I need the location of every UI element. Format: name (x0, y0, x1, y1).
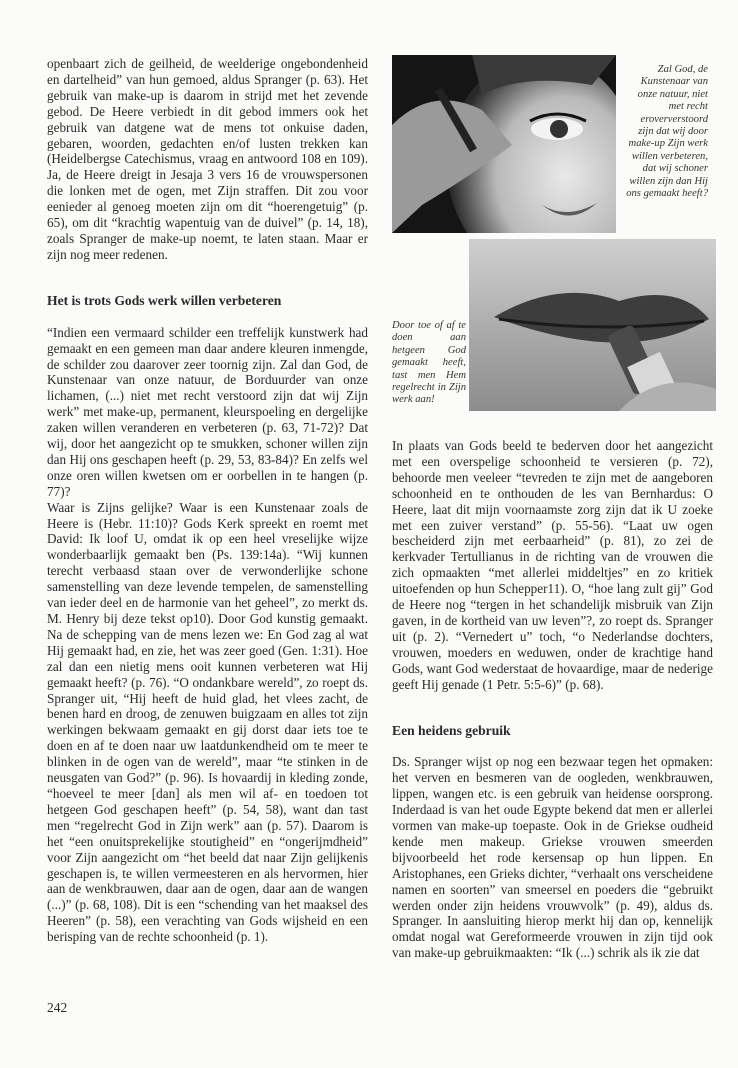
section-heading-heidens: Een heidens gebruik (392, 722, 511, 738)
paragraph-painter: “Indien een vermaard schilder een treffelijk kunstwerk had gemaakt en een gemeen man daar andere kleuren inmengde, de schilder zou daarover zeer toornig zijn. Zal dan God, de Kunstenaar van onze natuur, de Borduurder van onze lichamen, (...) niet met recht verstoord zijn dat wij Zijn werk” met make-up, permanent, kleurspoeling en dergelijke zaken willen veranderen en verbeteren (p. 63, 71-72)? Dat wij, door het aangezicht op te smukken, schoner willen zijn dan Hij ons geschapen heeft (p. 29, 53, 83-84)? En zelfs wel onze oren willen kwetsen om er oorbellen in te hangen (p. 77)? (47, 324, 368, 499)
left-column (47, 56, 368, 945)
paragraph-spranger-heidens: Ds. Spranger wijst op nog een bezwaar tegen het opmaken: het verven en besmeren van de oogleden, wenkbrauwen, lippen, wangen etc. is een gebruik van heidense oorsprong. Inderdaad is van het oude Egypte bekend dat men er allerlei vormen van make-up toepaste. Ook in de Griekse oudheid kende men makeup. Griekse vrouwen smeerden bijvoorbeeld het rode kersensap op hun lippen. En Aristophanes, een Grieks dichter, “verhaalt ons verscheidene namen en soorten” van smeersel en poeders die “gebruikt werden onder zijn heidens vrouwvolk” (p. 49), aldus ds. Spranger. In aansluiting hierop merkt hij dan op, kennelijk omdat nogal wat Gereformeerde vrouwen in zijn tijd ook van make-up gebruikmaakten: “Ik (...) schrik als ik zie dat (392, 754, 713, 961)
paragraph-in-plaats-van: In plaats van Gods beeld te bederven door het aangezicht met een overspelige schoonheid te versieren (p. 72), behoorde men veeleer “tevreden te zijn met de aangeboren schoonheid en te onthouden de les van Bernhardus: O Heere, laat dit mijn voornaamste zorg zijn dat ik U zoeke met een zuiver verstand” (p. 55-56). “Laat uw ogen bescheiderd zijn met eerbaarheid” (p. 81), zo zei de kerkvader Tertullianus in de richting van de vrouwen die zich opmaakten “met allerlei middeltjes” en zo kritiek uitoefenden op hun Schepper11). O, “hoe lang zult gij” God de Heere nog “tergen in het schandelijk misbruik van Zijn gaven, in de kortheid van uw leven”?, zo roept ds. Spranger uit (p. 2). “Vernedert u” toch, “o Nederlandse dochters, vrouwen, moeders en weduwen, onder de krachtige hand Gods, want God wederstaat de hovaardige, maar de nederige geeft Hij genade (1 Petr. 5:5-6)” (p. 68). (392, 438, 713, 692)
photo-lipstick (469, 239, 716, 411)
page-number: 242 (47, 1000, 68, 1015)
section-heading-trots: Het is trots Gods werk willen verbeteren (47, 292, 282, 308)
paragraph-waar-is-zijns-gelijke: Waar is Zijns gelijke? Waar is een Kunstenaar zoals de Heere is (Hebr. 11:10)? Gods Kerk spreekt en roemt met David: Ik loof U, omdat ik op een heel vreselijke wijze wonderbaarlijk gemaakt ben (Ps. 139:14a). “Wij kunnen terecht verbaasd staan over de verwonderlijke schone samenstelling van deze levende tempelen, de samenstelling van ieder deel en de harmonie van het geheel”, zo merkt ds. M. Henry bij deze tekst op10). Door God kunstig gemaakt. Na de schepping van de mens lezen we: En God zag al wat Hij gemaakt had, en zie, het was zeer goed (Gen. 1:31). Hoe zal dan een nietig mens ooit kunnen verbeteren wat Hij gemaakt heeft? (p. 76). “O ondankbare wereld”, zo roept ds. Spranger uit, “Hij heeft de huid glad, het vlees zacht, de benen hard en droog, de zenuwen buigzaam en alles tot zijn werkingen bekwaam gemaakt en gij dorst daar iets toe te doen en af te doen naar uw laatdunkendheid om te meer te blinken in de ogen van de wereld”, maar “te stinken in de neusgaten van God?” (p. 96). Is hovaardij in kleding zonde, “hoeveel te meer [dan] als men wil af- en toedoen tot hetgeen God geschapen heeft” (p. 54, 58), want dan tast men “regelrecht God in Zijn werk” aan (p. 57). Daarom is het “een onuitsprekelijke stoutigheid” en “ongerijmdheid” voor Zijn aangezicht om “het beeld dat naar Zijn gelijkenis geschapen is, te willen vermeesteren en als hervormen, hier aan de wenkbrauwen, daar aan de ogen, daar aan de wangen (...)” (p. 68, 108). Dit is een “schending van het maaksel des Heeren” (p. 58), een verachting van Gods wijsheid en een berisping van de rechte schoonheid (p. 1). (47, 499, 368, 945)
caption-bottom: Door toe of af te doen aan hetgeen God gemaakt heeft, tast men Hem regelrecht in Zijn werk aan! (392, 320, 466, 406)
caption-top: Zal God, de Kunstenaar van onze natuur, niet met recht eroververstoord zijn dat wij door make-up Zijn werk willen verbeteren, dat wij schoner willen zijn dan Hij ons gemaakt heeft? (626, 64, 708, 200)
right-column (392, 438, 713, 961)
photo-mascara (392, 55, 616, 233)
intro-paragraph: openbaart zich de geilheid, de weelderige ongebondenheid en dartelheid” van hun gemoed, aldus Spranger (p. 63). Het gebruik van make-up is daarom in strijd met het zevende gebod. De Heere verbiedt in dit gebod immers ook het gebruik van datgene wat de mens tot onkuise daden, gebaren, woorden, gedachten en/of lusten trekken kan (Heidelbergse Catechismus, vraag en antwoord 108 en 109). Ja, de Heere dreigt in Jesaja 3 vers 16 de vrouwspersonen die lonken met de ogen, met Zijn straffen. Dit zou voor eenieder al genoeg moeten zijn om dit “hoerengetuig” (p. 65), om dit “krachtig wapentuig van de duivel” (p. 14, 18), zoals Spranger de make-up noemt, te laten staan. Maar er zijn nog meer redenen. (47, 56, 368, 262)
